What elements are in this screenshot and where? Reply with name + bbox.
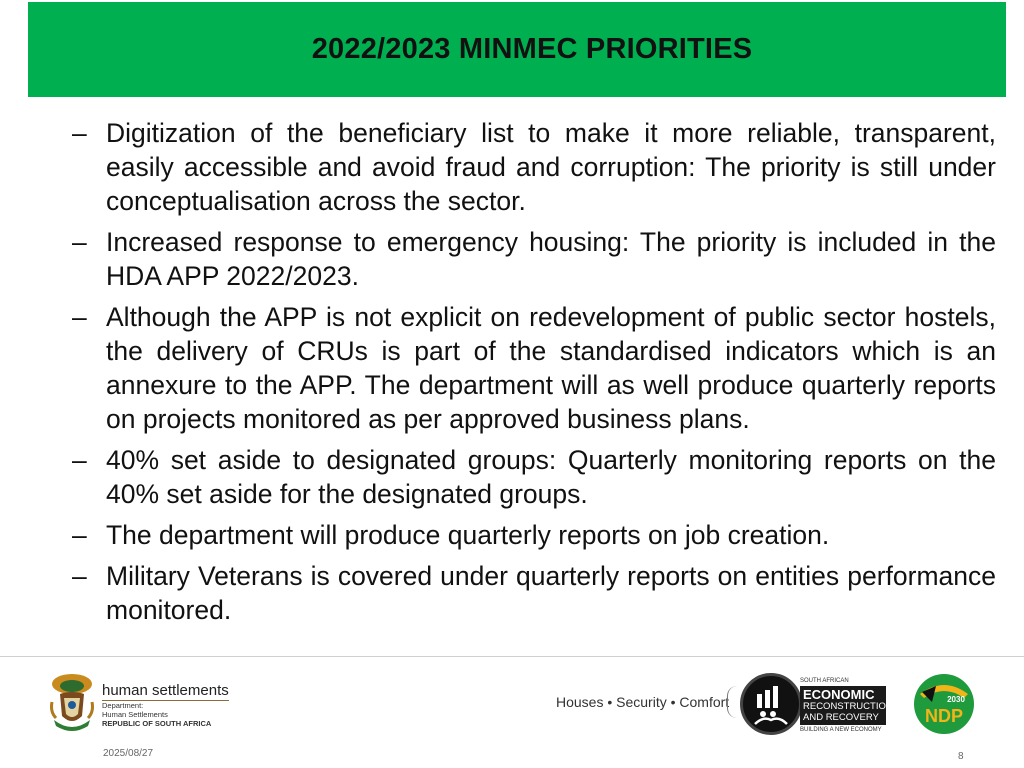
err-logo-icon <box>740 673 802 735</box>
bullet-text: Digitization of the beneficiary list to make it more reliable, transparent, easily accessible and avoid fraud and corruption: The priority is still under conceptualisation across the sector. <box>106 118 996 216</box>
tagline: Houses • Security • Comfort <box>556 694 730 710</box>
bullet-item <box>72 225 996 293</box>
err-logo-text <box>800 678 893 733</box>
ndp-year: 2030 <box>947 695 965 704</box>
coat-of-arms-icon <box>48 672 96 734</box>
bullet-dash: – <box>72 227 87 257</box>
bullet-item <box>72 300 996 436</box>
bullet-text: Military Veterans is covered under quarterly reports on entities performance monitored. <box>106 561 996 625</box>
dept-line: Human Settlements <box>102 710 168 719</box>
bullet-list <box>72 116 996 634</box>
bullet-dash: – <box>72 118 87 148</box>
err-line: ECONOMIC <box>803 687 875 702</box>
err-box <box>800 686 893 725</box>
bullet-dash: – <box>72 302 87 332</box>
dept-country: REPUBLIC OF SOUTH AFRICA <box>102 719 212 728</box>
dept-logo <box>48 672 229 734</box>
divider-bracket <box>727 686 737 718</box>
dept-brand: human settlements <box>102 682 229 699</box>
page-number: 8 <box>958 751 964 762</box>
err-top: SOUTH AFRICAN <box>800 678 849 684</box>
bullet-text: Increased response to emergency housing: The priority is included in the HDA APP 2022/2023. <box>106 227 996 291</box>
title-bar <box>28 2 1006 97</box>
bullet-item <box>72 559 996 627</box>
footer-divider <box>0 656 1024 657</box>
slide-title: 2022/2023 MINMEC PRIORITIES <box>311 33 753 65</box>
dept-line: Department: <box>102 701 144 710</box>
bullet-dash: – <box>72 561 87 591</box>
bullet-item <box>72 518 996 552</box>
slide-date: 2025/08/27 <box>103 748 154 759</box>
bullet-item <box>72 116 996 218</box>
err-line: RECONSTRUCTION <box>803 701 893 712</box>
bullet-text: The department will produce quarterly reports on job creation. <box>106 520 830 550</box>
ndp-logo-icon <box>912 672 976 736</box>
bullet-dash: – <box>72 520 87 550</box>
err-bottom: BUILDING A NEW ECONOMY <box>800 727 882 733</box>
bullet-text: Although the APP is not explicit on redevelopment of public sector hostels, the delivery of CRUs is part of the standardised indicators which is an annexure to the APP. The department will as well produce quarterly reports on projects monitored as per approved business plans. <box>106 302 996 434</box>
ndp-text: NDP <box>924 706 964 726</box>
bullet-dash: – <box>72 445 87 475</box>
bullet-item <box>72 443 996 511</box>
err-line: AND RECOVERY <box>803 712 879 723</box>
bullet-text: 40% set aside to designated groups: Quarterly monitoring reports on the 40% set aside for the designated groups. <box>106 445 996 509</box>
